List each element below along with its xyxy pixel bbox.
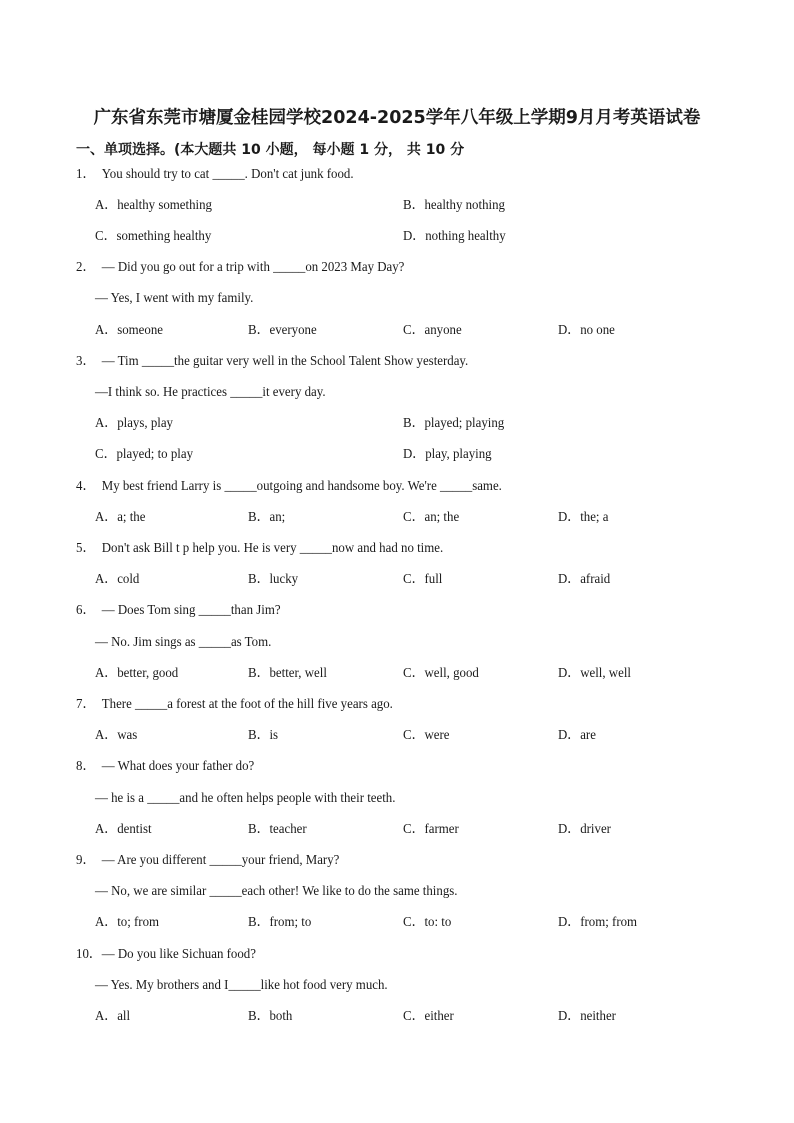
answer-option[interactable]	[558, 914, 637, 932]
option-letter: D．	[558, 572, 581, 587]
option-text: both	[269, 1009, 293, 1024]
option-text: nothing healthy	[425, 229, 506, 244]
answer-option[interactable]	[95, 415, 173, 433]
option-letter: B．	[403, 198, 425, 213]
question-stem	[76, 946, 256, 964]
answer-option[interactable]	[558, 571, 610, 589]
answer-option[interactable]	[248, 914, 311, 932]
question-stem	[76, 602, 281, 620]
option-text: neither	[580, 1009, 616, 1024]
answer-option[interactable]	[558, 322, 615, 340]
answer-option[interactable]	[248, 322, 317, 340]
answer-option[interactable]	[95, 1008, 130, 1026]
answer-option[interactable]	[403, 821, 459, 839]
document-title: 广东省东莞市塘厦金桂园学校2024-2025学年八年级上学期9月月考英语试卷	[93, 108, 701, 128]
option-letter: A．	[95, 666, 118, 681]
question-stem	[76, 478, 502, 496]
option-text: was	[117, 728, 138, 743]
answer-option[interactable]	[403, 914, 451, 932]
option-text: farmer	[424, 822, 459, 837]
option-text: dentist	[117, 822, 152, 837]
option-text: played; playing	[424, 416, 505, 431]
question-stem	[76, 852, 339, 870]
question-stem	[76, 758, 254, 776]
option-text: the; a	[580, 510, 609, 525]
question-text: — Do you like Sichuan food?	[101, 947, 256, 962]
question-number: 1．	[76, 167, 96, 182]
question-stem	[76, 259, 404, 277]
option-letter: D．	[558, 510, 581, 525]
question-number: 6．	[76, 603, 96, 618]
option-letter: C．	[403, 323, 425, 338]
answer-option[interactable]	[558, 1008, 616, 1026]
option-letter: D．	[558, 666, 581, 681]
answer-option[interactable]	[403, 571, 442, 589]
option-text: played; to play	[116, 447, 194, 462]
option-text: plays, play	[117, 416, 173, 431]
option-text: something healthy	[116, 229, 212, 244]
option-text: is	[269, 728, 279, 743]
question-text: — Does Tom sing _____than Jim?	[101, 603, 281, 618]
option-letter: B．	[248, 1009, 270, 1024]
option-letter: C．	[403, 1009, 425, 1024]
answer-option[interactable]	[95, 322, 163, 340]
option-letter: C．	[403, 822, 425, 837]
answer-option[interactable]	[558, 509, 608, 527]
option-letter: A．	[95, 572, 118, 587]
option-letter: A．	[95, 728, 118, 743]
question-number: 7．	[76, 697, 96, 712]
option-text: teacher	[269, 822, 307, 837]
option-letter: B．	[248, 915, 270, 930]
answer-option[interactable]	[95, 228, 211, 246]
question-text: There _____a forest at the foot of the hill five years ago.	[101, 697, 393, 712]
option-letter: A．	[95, 1009, 118, 1024]
option-text: a; the	[117, 510, 146, 525]
answer-option[interactable]	[248, 509, 285, 527]
option-text: everyone	[269, 323, 317, 338]
answer-option[interactable]	[403, 197, 505, 215]
option-letter: B．	[248, 572, 270, 587]
answer-option[interactable]	[403, 446, 492, 464]
option-letter: B．	[248, 728, 270, 743]
option-text: healthy something	[117, 198, 212, 213]
question-stem	[76, 166, 354, 184]
question-dialogue-line: — No. Jim sings as _____as Tom.	[95, 635, 272, 650]
option-letter: D．	[403, 229, 426, 244]
option-text: healthy nothing	[424, 198, 505, 213]
answer-option[interactable]	[95, 914, 159, 932]
option-letter: C．	[403, 915, 425, 930]
option-letter: B．	[403, 416, 425, 431]
question-number: 9．	[76, 853, 96, 868]
question-stem	[76, 353, 468, 371]
answer-option[interactable]	[558, 727, 596, 745]
question-text: — Are you different _____your friend, Mary?	[101, 853, 340, 868]
option-letter: C．	[95, 447, 117, 462]
answer-option[interactable]	[403, 1008, 454, 1026]
question-text: — What does your father do?	[101, 759, 255, 774]
option-text: full	[424, 572, 443, 587]
question-text: — Tim _____the guitar very well in the School Talent Show yesterday.	[101, 354, 469, 369]
answer-option[interactable]	[248, 821, 307, 839]
answer-option[interactable]	[558, 821, 611, 839]
option-text: are	[580, 728, 596, 743]
option-text: either	[424, 1009, 454, 1024]
option-text: better, good	[117, 666, 179, 681]
option-letter: A．	[95, 915, 118, 930]
option-text: well, good	[424, 666, 479, 681]
option-letter: B．	[248, 323, 270, 338]
answer-option[interactable]	[403, 665, 479, 683]
option-text: lucky	[269, 572, 299, 587]
answer-option[interactable]	[248, 665, 327, 683]
option-letter: D．	[403, 447, 426, 462]
answer-option[interactable]	[95, 446, 193, 464]
option-text: afraid	[580, 572, 611, 587]
answer-option[interactable]	[95, 665, 178, 683]
option-text: someone	[117, 323, 163, 338]
option-letter: D．	[558, 822, 581, 837]
question-dialogue-line: — Yes. My brothers and I_____like hot food very much.	[95, 978, 388, 993]
question-number: 5．	[76, 541, 96, 556]
option-letter: B．	[248, 510, 270, 525]
answer-option[interactable]	[248, 571, 298, 589]
option-text: driver	[580, 822, 611, 837]
question-number: 10．	[76, 947, 102, 962]
answer-option[interactable]	[95, 727, 137, 745]
option-letter: B．	[248, 822, 270, 837]
answer-option[interactable]	[248, 727, 278, 745]
answer-option[interactable]	[248, 1008, 292, 1026]
question-text: You should try to cat _____. Don't cat junk food.	[101, 167, 354, 182]
answer-option[interactable]	[95, 509, 145, 527]
option-text: play, playing	[425, 447, 492, 462]
option-text: an; the	[424, 510, 460, 525]
option-letter: C．	[403, 572, 425, 587]
question-text: Don't ask Bill t p help you. He is very _____now and had no time.	[101, 541, 444, 556]
question-number: 2．	[76, 260, 96, 275]
option-letter: A．	[95, 198, 118, 213]
question-text: — Did you go out for a trip with _____on 2023 May Day?	[101, 260, 405, 275]
option-text: to; from	[117, 915, 160, 930]
option-letter: A．	[95, 323, 118, 338]
option-text: cold	[117, 572, 140, 587]
answer-option[interactable]	[403, 415, 504, 433]
option-text: from; from	[580, 915, 638, 930]
option-text: anyone	[424, 323, 462, 338]
option-letter: D．	[558, 728, 581, 743]
option-text: an;	[269, 510, 286, 525]
option-letter: D．	[558, 915, 581, 930]
option-text: all	[117, 1009, 131, 1024]
option-text: were	[424, 728, 450, 743]
option-letter: D．	[558, 323, 581, 338]
question-number: 3．	[76, 354, 96, 369]
question-stem	[76, 696, 393, 714]
option-letter: C．	[95, 229, 117, 244]
option-letter: D．	[558, 1009, 581, 1024]
option-text: from; to	[269, 915, 312, 930]
option-text: better, well	[269, 666, 327, 681]
option-text: well, well	[580, 666, 631, 681]
question-number: 4．	[76, 479, 96, 494]
option-letter: B．	[248, 666, 270, 681]
option-letter: A．	[95, 510, 118, 525]
question-dialogue-line: — Yes, I went with my family.	[95, 291, 254, 306]
option-text: to: to	[424, 915, 452, 930]
answer-option[interactable]	[403, 509, 459, 527]
answer-option[interactable]	[558, 665, 631, 683]
section-heading: 一、单项选择。(本大题共 10 小题， 每小题 1 分， 共 10 分	[76, 142, 465, 158]
answer-option[interactable]	[403, 228, 506, 246]
option-letter: C．	[403, 510, 425, 525]
answer-option[interactable]	[95, 821, 152, 839]
answer-option[interactable]	[95, 571, 139, 589]
answer-option[interactable]	[403, 322, 462, 340]
question-dialogue-line: — No, we are similar _____each other! We like to do the same things.	[95, 884, 458, 899]
answer-option[interactable]	[95, 197, 212, 215]
question-dialogue-line: —I think so. He practices _____it every day.	[95, 385, 326, 400]
option-letter: C．	[403, 728, 425, 743]
option-text: no one	[580, 323, 615, 338]
option-letter: C．	[403, 666, 425, 681]
answer-option[interactable]	[403, 727, 450, 745]
question-dialogue-line: — he is a _____and he often helps people with their teeth.	[95, 791, 396, 806]
question-stem	[76, 540, 443, 558]
option-letter: A．	[95, 822, 118, 837]
option-letter: A．	[95, 416, 118, 431]
question-text: My best friend Larry is _____outgoing and handsome boy. We're _____same.	[101, 479, 502, 494]
question-number: 8．	[76, 759, 96, 774]
